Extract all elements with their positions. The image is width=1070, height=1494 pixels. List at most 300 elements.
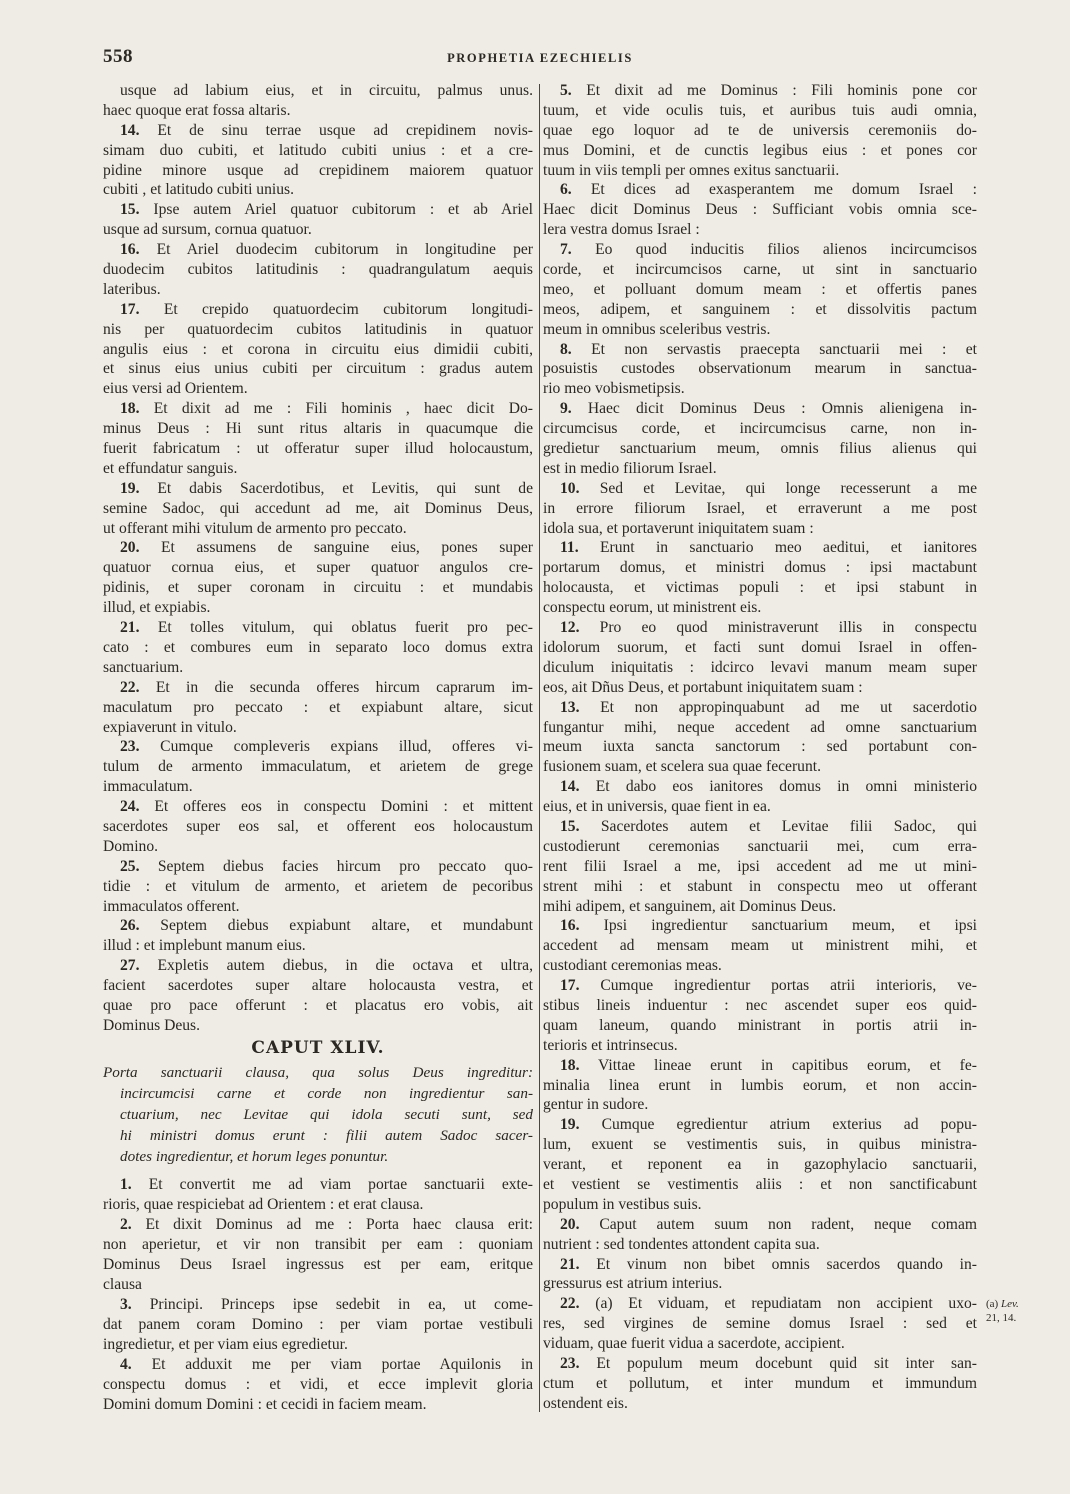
- verse-number: 18.: [120, 400, 140, 418]
- line-text: res, sed virgines de semine domus Israel : sed et: [543, 1315, 977, 1333]
- text-line: [103, 320, 533, 340]
- text-line: [543, 499, 977, 519]
- line-text: strent mihi : et stabunt in conspectu meo ut offerant: [543, 877, 977, 895]
- margin-note-verse: 21, 14.: [986, 1312, 1017, 1324]
- line-text: Septem diebus expiabunt altare, et mundabunt: [160, 917, 533, 935]
- line-text: et vestient se vestimentis aliis : et non sanctificabunt: [543, 1175, 977, 1193]
- line-text: fusionem suam, et scelera sua quae fecerunt.: [543, 758, 821, 776]
- text-line: [543, 1215, 977, 1235]
- line-text: et effundatur sanguis.: [103, 459, 238, 477]
- line-text: sanctuarium.: [103, 658, 184, 676]
- text-line: [103, 1016, 533, 1036]
- verse-number: 25.: [120, 857, 140, 875]
- verse-number: 11.: [560, 539, 579, 557]
- text-line: [103, 678, 533, 698]
- text-line: [103, 817, 533, 837]
- verse-number: 16.: [120, 241, 140, 259]
- text-line: [543, 837, 977, 857]
- line-text: Dominus Deus Israel ingressus est per eam, eritque: [103, 1256, 533, 1273]
- verse-number: 16.: [560, 917, 580, 935]
- line-text: rent filii Israel a me, ipsi accedent ad me ut mini-: [543, 857, 977, 875]
- text-line: [543, 1175, 977, 1195]
- verse-number: 20.: [560, 1215, 580, 1233]
- text-line: [103, 1315, 533, 1335]
- verse-number: 4.: [120, 1356, 132, 1373]
- verse-paragraph: [103, 737, 533, 797]
- line-text: gressurus est atrium interius.: [543, 1275, 723, 1293]
- text-line: [543, 300, 977, 320]
- line-text: Et non appropinquabunt ad me ut sacerdotio: [600, 698, 977, 716]
- text-line: [543, 439, 977, 459]
- line-text: cato : et combures eum in separato loco domus extra: [103, 638, 533, 656]
- text-line: [103, 956, 533, 976]
- text-line: [103, 578, 533, 598]
- line-text: haec quoque erat fossa altaris.: [103, 101, 291, 119]
- verse-number: 19.: [120, 479, 140, 497]
- line-text: immaculatum.: [103, 778, 193, 796]
- summary-line: hi ministri domus erunt : filii autem Sadoc sacer-: [120, 1127, 533, 1144]
- line-text: meos, adipem, et sanguinem : et dissolvitis pactum: [543, 300, 977, 318]
- text-line: [543, 379, 977, 399]
- line-text: Et in die secunda offeres hircum caprarum im-: [155, 678, 533, 696]
- verse-paragraph: [543, 340, 977, 400]
- line-text: idola sua, et portaverunt iniquitatem suam :: [543, 519, 814, 537]
- summary-line: incircumcisi carne et corde non ingredientur san-: [120, 1085, 533, 1102]
- column-divider: [539, 84, 540, 1412]
- line-text: Cumque ingredientur portas atrii interioris, ve-: [600, 977, 977, 995]
- text-line: [103, 220, 533, 240]
- line-text: semine Sadoc, qui accedunt ad me, ait Dominus Deus,: [103, 499, 533, 517]
- line-text: eius, et in universis, quae fient in ea.: [543, 798, 771, 816]
- text-line: [543, 897, 977, 917]
- verse-number: 21.: [120, 619, 140, 637]
- line-text: meum in omnibus sceleribus vestris.: [543, 320, 771, 338]
- margin-note-marker: (a): [986, 1298, 999, 1310]
- line-text: posuistis custodes observationum mearum in sanctua-: [543, 360, 977, 378]
- verse-paragraph: [103, 399, 533, 479]
- line-text: corde, et incircumcisos carne, ut sint in sanctuario: [543, 261, 977, 279]
- summary-line: ctuarium, nec Levitae qui idola secuti sunt, sed: [120, 1106, 533, 1123]
- text-line: [543, 81, 977, 101]
- verse-paragraph: [103, 857, 533, 917]
- verse-paragraph: [543, 976, 977, 1056]
- line-text: rio meo vobismetipsis.: [543, 380, 685, 398]
- text-line: [543, 558, 977, 578]
- verse-number: 1.: [120, 1176, 132, 1193]
- verse-number: 17.: [120, 300, 140, 318]
- text-line: [103, 777, 533, 797]
- verse-paragraph: [543, 1294, 977, 1354]
- text-line: [543, 419, 977, 439]
- line-text: Cumque egredientur atrium exterius ad popu-: [601, 1116, 977, 1134]
- text-line: [103, 300, 533, 320]
- chapter-summary: [103, 1062, 533, 1167]
- verse-number: 24.: [120, 798, 140, 816]
- text-line: [543, 857, 977, 877]
- line-text: Principi. Princeps ipse sedebit in ea, ut come-: [149, 1296, 533, 1313]
- text-line: [103, 419, 533, 439]
- verse-paragraph: [103, 1215, 533, 1295]
- verse-number: 23.: [560, 1355, 580, 1372]
- line-text: angulis eius : et corona in circuitu eius dimidii cubiti,: [103, 340, 533, 358]
- line-text: pidine minore usque ad crepidinem maiorem quatuor: [103, 161, 533, 179]
- line-text: Ipse autem Ariel quatuor cubitorum : et ab Ariel: [153, 201, 533, 219]
- line-text: Et non servastis praecepta sanctuarii mei : et: [591, 340, 977, 358]
- verse-paragraph: [543, 180, 977, 240]
- verse-number: 15.: [120, 201, 140, 219]
- text-line: [103, 519, 533, 539]
- line-text: idolorum suorum, et facti sunt domui Israel in offen-: [543, 638, 977, 656]
- text-line: [103, 658, 533, 678]
- line-text: Ipsi ingredientur sanctuarium meum, et ipsi: [603, 917, 977, 935]
- verse-paragraph: [103, 538, 533, 618]
- line-text: ut offerant mihi vitulum de armento pro peccato.: [103, 519, 407, 537]
- text-line: [103, 1355, 533, 1375]
- verse-number: 22.: [120, 678, 140, 696]
- text-line: [543, 618, 977, 638]
- line-text: sacerdotes super eos sal, et offerent eos holocaustum: [103, 817, 533, 835]
- text-line: [103, 618, 533, 638]
- line-text: Et dices ad exasperantem me domum Israel :: [590, 181, 977, 199]
- line-text: pidinis, et super coronam in circuitu : et mundabis: [103, 579, 533, 597]
- line-text: Domini domum Domini : et cecidi in faciem meam.: [103, 1396, 427, 1413]
- verse-number: 10.: [560, 479, 580, 497]
- line-text: diculum iniquitatis : idcirco levavi manum meam super: [543, 658, 977, 676]
- line-text: tidie : et vitulum de armento, et arietem de pecoribus: [103, 877, 533, 895]
- line-text: lum, exuent se vestimentis suis, in quibus ministra-: [543, 1136, 977, 1154]
- verse-number: 27.: [120, 957, 140, 975]
- text-line: [103, 916, 533, 936]
- text-line: [103, 340, 533, 360]
- text-line: [543, 141, 977, 161]
- line-text: populum in vestibus suis.: [543, 1195, 702, 1213]
- verse-number: 7.: [560, 241, 572, 259]
- verse-paragraph: [103, 618, 533, 678]
- text-line: [103, 1175, 533, 1195]
- text-line: [543, 121, 977, 141]
- verse-paragraph: [543, 1255, 977, 1295]
- text-line: [543, 161, 977, 181]
- line-text: custodierunt ceremonias sanctuarii mei, cum erra-: [543, 837, 977, 855]
- text-line: [103, 1215, 533, 1235]
- verse-paragraph: [543, 1115, 977, 1214]
- text-line: [543, 817, 977, 837]
- text-line: [543, 996, 977, 1016]
- line-text: tulum de armento immaculatum, et arietem de grege: [103, 758, 533, 776]
- text-line: [543, 1274, 977, 1294]
- text-line: [103, 1195, 533, 1215]
- text-line: [103, 161, 533, 181]
- text-line: [543, 240, 977, 260]
- margin-note-ref: Lev.: [1000, 1298, 1019, 1310]
- line-text: Et tolles vitulum, qui oblatus fuerit pro pec-: [157, 619, 533, 637]
- text-line: [103, 638, 533, 658]
- text-line: [543, 658, 977, 678]
- text-line: [543, 1374, 977, 1394]
- text-line: [543, 359, 977, 379]
- line-text: expiaverunt in vitulo.: [103, 718, 237, 736]
- line-text: mihi adipem, et sanguinem, ait Dominus Deus.: [543, 897, 837, 915]
- text-line: [543, 1095, 977, 1115]
- text-line: [103, 399, 533, 419]
- text-line: [543, 1314, 977, 1334]
- text-line: [103, 718, 533, 738]
- text-line: [103, 240, 533, 260]
- text-line: [103, 737, 533, 757]
- verse-paragraph: [103, 678, 533, 738]
- verse-paragraph: [103, 200, 533, 240]
- text-line: [103, 837, 533, 857]
- line-text: conspectu eorum, ut ministrent eis.: [543, 599, 762, 617]
- line-text: fuerit fabricatum : ut offeratur super illud holocaustum,: [103, 440, 533, 458]
- summary-line: Porta sanctuarii clausa, qua solus Deus ingreditur:: [103, 1064, 533, 1081]
- verse-number: 14.: [120, 121, 140, 139]
- line-text: ostendent eis.: [543, 1394, 628, 1412]
- line-text: quam laneum, quando ministrant in portis atrii in-: [543, 1016, 977, 1034]
- verse-number: 13.: [560, 698, 580, 716]
- chapter-heading: CAPUT XLIV.: [251, 1038, 385, 1058]
- line-text: Et Ariel duodecim cubitorum in longitudine per: [156, 241, 533, 259]
- text-line: [543, 916, 977, 936]
- line-text: et sinus eius unius cubiti per circuitum : gradus autem: [103, 360, 533, 378]
- verse-paragraph: [103, 300, 533, 399]
- line-text: Et populum meum docebunt quid sit inter san-: [596, 1355, 977, 1372]
- verse-paragraph: [543, 399, 977, 479]
- verse-number: 14.: [560, 778, 580, 796]
- line-text: usque ad labium eius, et in circuitu, palmus unus.: [120, 82, 533, 99]
- line-text: simam duo cubiti, et latitudo cubiti unius : et a cre-: [103, 141, 533, 159]
- text-line: [103, 1295, 533, 1315]
- text-line: [103, 459, 533, 479]
- text-line: [103, 359, 533, 379]
- text-line: [543, 877, 977, 897]
- verse-paragraph: [543, 81, 977, 180]
- line-text: Et dabo eos ianitores domus in omni ministerio: [595, 778, 977, 796]
- text-line: [103, 1335, 533, 1355]
- line-text: quae pro pace offerunt : et placatus ero vobis, ait: [103, 996, 533, 1014]
- line-text: Sed et Levitae, qui longe recesserunt a me: [599, 479, 977, 497]
- line-text: Et dixit ad me Dominus : Fili hominis pone cor: [586, 82, 977, 99]
- line-text: Sacerdotes autem et Levitae filii Sadoc, qui: [600, 817, 977, 835]
- text-line: [543, 260, 977, 280]
- line-text: rioris, quae respiciebat ad Orientem : et erat clausa.: [103, 1196, 424, 1213]
- verse-number: 5.: [560, 82, 572, 99]
- line-text: Et offeres eos in conspectu Domini : et mittent: [154, 798, 533, 816]
- verse-paragraph: [543, 240, 977, 339]
- text-line: [103, 180, 533, 200]
- text-line: [103, 1395, 533, 1415]
- line-text: immaculatos offerent.: [103, 897, 240, 915]
- text-line: [103, 1275, 533, 1295]
- running-head: PROPHETIA EZECHIELIS: [447, 51, 633, 65]
- text-line: [103, 936, 533, 956]
- text-line: [543, 638, 977, 658]
- text-line: [103, 757, 533, 777]
- line-text: circumcisus corde, et incircumcisus carne, non in-: [543, 420, 977, 438]
- text-line: [543, 1394, 977, 1414]
- line-text: Et vinum non bibet omnis sacerdos quando in-: [596, 1255, 978, 1273]
- line-text: eius versi ad Orientem.: [103, 380, 248, 398]
- line-text: gredietur sanctuarium meum, omnis filius alienus qui: [543, 440, 977, 458]
- text-line: [543, 1115, 977, 1135]
- line-text: Cumque compleveris expians illud, offeres vi-: [160, 738, 533, 756]
- line-text: minus Deus : Hi sunt ritus altaris in quacumque die: [103, 420, 533, 438]
- line-text: eos, ait Dñus Deus, et portabunt iniquitatem suam :: [543, 678, 863, 696]
- line-text: Erunt in sanctuario meo aeditui, et ianitores: [599, 539, 977, 557]
- text-line: [103, 280, 533, 300]
- text-line: [103, 877, 533, 897]
- text-line: [103, 797, 533, 817]
- text-line: [543, 777, 977, 797]
- verse-number: 20.: [120, 539, 140, 557]
- text-line: [543, 757, 977, 777]
- text-line: [543, 737, 977, 757]
- verse-paragraph: [103, 1175, 533, 1215]
- verse-paragraph: [103, 81, 533, 121]
- text-line: [543, 976, 977, 996]
- line-text: dat panem coram Domino : per viam portae vestibuli: [103, 1316, 533, 1333]
- line-text: Et assumens de sanguine eius, pones super: [161, 539, 534, 557]
- line-text: holocausta, et victimas populi : et ipsi stabunt in: [543, 579, 977, 597]
- text-line: [543, 479, 977, 499]
- text-line: [543, 538, 977, 558]
- verse-number: 17.: [560, 977, 580, 995]
- verse-paragraph: [543, 916, 977, 976]
- line-text: Et adduxit me per viam portae Aquilonis in: [151, 1356, 533, 1373]
- text-line: [103, 698, 533, 718]
- text-line: [543, 936, 977, 956]
- text-line: [543, 718, 977, 738]
- verse-paragraph: [543, 777, 977, 817]
- line-text: illud : et implebunt manum eius.: [103, 937, 306, 955]
- text-line: [103, 1235, 533, 1255]
- text-line: [543, 1016, 977, 1036]
- verse-paragraph: [103, 1295, 533, 1355]
- line-text: meo, et polluant domum meam : et offertis panes: [543, 280, 977, 298]
- line-text: nis per quatuordecim cubitos latitudinis in quatuor: [103, 320, 533, 338]
- text-line: [103, 260, 533, 280]
- line-text: stibus lineis induentur : nec ascendet super eos quid-: [543, 996, 977, 1014]
- line-text: conspectu domus : et vidi, et ecce implevit gloria: [103, 1376, 533, 1393]
- text-line: [103, 200, 533, 220]
- verse-paragraph: [103, 121, 533, 201]
- text-line: [103, 558, 533, 578]
- line-text: illud, et expiabis.: [103, 599, 211, 617]
- line-text: Expletis autem diebus, in die octava et ultra,: [157, 957, 533, 975]
- verse-paragraph: [103, 916, 533, 956]
- line-text: mus Domini, et de cunctis legibus eius : et pones cor: [543, 141, 977, 159]
- line-text: clausa: [103, 1276, 142, 1293]
- line-text: viduam, quae fuerit vidua a sacerdote, accipient.: [543, 1335, 845, 1353]
- verse-paragraph: [543, 538, 977, 618]
- verse-number: 9.: [560, 400, 572, 418]
- text-line: [543, 399, 977, 419]
- text-line: [103, 439, 533, 459]
- verse-paragraph: [103, 956, 533, 1036]
- verse-paragraph: [543, 698, 977, 778]
- verse-number: 15.: [560, 817, 580, 835]
- text-line: [543, 1036, 977, 1056]
- text-line: [543, 1334, 977, 1354]
- margin-note: [986, 1297, 1019, 1325]
- text-line: [543, 698, 977, 718]
- line-text: portarum domus, et ministri domus : ipsi mactabunt: [543, 559, 977, 577]
- verse-number: 23.: [120, 738, 140, 756]
- text-line: [543, 1155, 977, 1175]
- text-line: [543, 1195, 977, 1215]
- line-text: ctum et pollutum, et inter mundum et immundum: [543, 1374, 977, 1392]
- verse-number: 19.: [560, 1116, 580, 1134]
- verse-paragraph: [103, 797, 533, 857]
- line-text: Haec dicit Dominus Deus : Sufficiant vobis omnia sce-: [543, 201, 977, 219]
- text-line: [103, 379, 533, 399]
- line-text: accedent ad mensam meam ut ministrent mihi, et: [543, 937, 977, 955]
- text-line: [103, 538, 533, 558]
- text-line: [543, 1076, 977, 1096]
- line-text: quae ego loquor ad te de universis ceremoniis do-: [543, 121, 977, 139]
- text-line: [543, 1255, 977, 1275]
- text-line: [103, 897, 533, 917]
- verse-paragraph: [543, 1354, 977, 1414]
- verse-paragraph: [543, 1056, 977, 1116]
- text-line: [543, 678, 977, 698]
- line-text: terioris et intrinsecus.: [543, 1036, 678, 1054]
- line-text: Haec dicit Dominus Deus : Omnis alienigena in-: [587, 400, 977, 418]
- verse-number: 3.: [120, 1296, 132, 1313]
- line-text: fungantur mihi, neque accedent ad omne sanctuarium: [543, 718, 977, 736]
- left-column-text-bottom: [103, 1175, 533, 1415]
- text-line: [103, 598, 533, 618]
- line-text: Pro eo quod ministraverunt illis in conspectu: [599, 619, 977, 637]
- verse-paragraph: [103, 240, 533, 300]
- verse-number: 2.: [120, 1216, 132, 1233]
- text-line: [543, 280, 977, 300]
- line-text: duodecim cubitos latitudinis : quadrangulatum aequis: [103, 261, 533, 279]
- line-text: usque ad sursum, cornua quatuor.: [103, 221, 312, 239]
- text-line: [543, 1294, 977, 1314]
- line-text: custodiant ceremonias meas.: [543, 957, 722, 975]
- text-line: [103, 996, 533, 1016]
- line-text: Eo quod inducitis filios alienos incircumcisos: [595, 241, 977, 259]
- right-column-text: [543, 81, 977, 1414]
- line-text: Et dabis Sacerdotibus, et Levitis, qui sunt de: [157, 479, 533, 497]
- line-text: in errore filiorum Israel, et erraverunt a me post: [543, 499, 977, 517]
- verse-number: 6.: [560, 181, 572, 199]
- line-text: Et dixit ad me : Fili hominis , haec dicit Do-: [153, 400, 533, 418]
- text-line: [543, 797, 977, 817]
- text-line: [103, 1255, 533, 1275]
- verse-number: 21.: [560, 1255, 580, 1273]
- text-line: [103, 121, 533, 141]
- summary-line: dotes ingredientur, et horum leges ponuntur.: [120, 1148, 389, 1165]
- text-line: [543, 1354, 977, 1374]
- line-text: gentur in sudore.: [543, 1096, 649, 1114]
- line-text: Domino.: [103, 837, 159, 855]
- verse-number: 8.: [560, 340, 572, 358]
- line-text: (a) Et viduam, et repudiatam non accipient uxo-: [595, 1295, 977, 1313]
- line-text: lateribus.: [103, 280, 161, 298]
- page-number: 558: [103, 46, 133, 67]
- line-text: cubiti , et latitudo cubiti unius.: [103, 181, 295, 199]
- line-text: tuum in viis templi per omnes exitus sanctuarii.: [543, 161, 840, 179]
- line-text: Et dixit Dominus ad me : Porta haec clausa erit:: [145, 1216, 533, 1233]
- verse-number: 26.: [120, 917, 140, 935]
- text-line: [543, 200, 977, 220]
- left-column-text-top: [103, 81, 533, 1036]
- text-line: [543, 320, 977, 340]
- text-line: [103, 81, 533, 101]
- verse-paragraph: [543, 1215, 977, 1255]
